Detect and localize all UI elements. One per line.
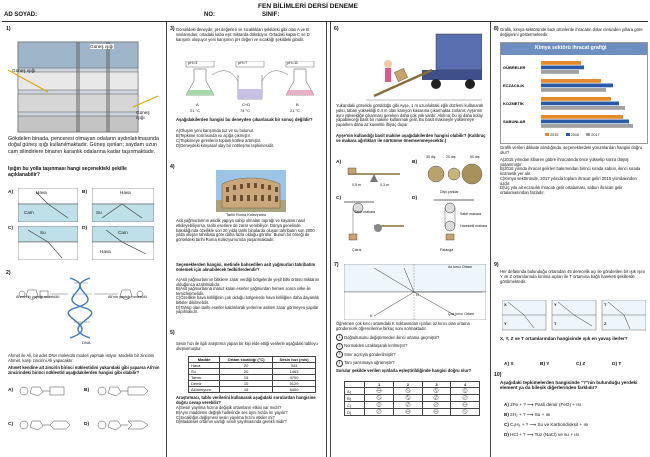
q2-text: Ahmet ile Ali, bir adet DNA molekülü modeli yapmak istiyor. Modelin bir zincirini Ahmet, karşı zincirini Ali yapacaktır. [8,353,155,363]
q3-answer-c[interactable]: C)Tepkimeye girenlerin toplam kütlesi artmıştır. [176,137,262,143]
q5-table-cell: 20 [220,363,273,369]
q8-category-label: GÜBRELER [503,65,526,70]
q2-option-b[interactable]: B) [84,388,90,393]
q1-a-cam: Cam [24,210,34,215]
q3-temp-mix: 74 °C [240,108,251,113]
q5-table-cell: 6400 [273,387,316,393]
q3-ph-mix: pH=7 [238,61,248,65]
q7-item-1-text: Doğrultusunu değiştirmeden ikinci ortama geçmiştir? [344,335,440,340]
q10-eq-c: C₆H₆ + ? ⟶ Su ve Karbondioksit + ısı [510,422,589,427]
q1-option-c-diagram [18,226,78,260]
q7-ray-icon [394,388,423,395]
q5-answer-d[interactable]: D)Maddesel ortamın varlığı sesin yayılmasında gerekli midir? [176,419,287,425]
q7-ray-icon [365,395,394,402]
q7-o-label: O [416,293,419,297]
q5-table-cell: Hava [189,363,220,369]
q7-item-1 [336,334,486,342]
q7-item-3-number: 3 [336,351,343,358]
q8-text: Grafik, kimya sektöründe bazı ürünlerde ihracatın dolar cinsinden yıllara göre değişimini göstermektedir. [500,27,643,37]
q3-answer-a[interactable]: A)Oluşan yeni karışımda tuz ve su bulunur. [176,128,255,133]
q5-table-cell: 1463 [273,369,316,375]
q6-m2-label: 0,3 m [380,183,389,187]
q5-col-speed: Sesin hızı (m/s) [273,357,316,363]
q7-row-label: B) [345,395,365,402]
q7-ray-icon [451,409,480,416]
q8-answer-a[interactable]: A)2015 yılından itibaren gübre ihracatında önce yükselip sonra düşüş yaşanmıştır. [500,157,629,167]
q5-table-cell: 5129 [273,381,316,387]
q6-gears-label: Dişli çarklar [440,190,459,194]
class-label: SINIF: [262,12,280,18]
q3-answers [176,129,322,149]
q10-eq-a: 2Fe + ? ⟶ Pasli demir (FeO) + ısı [510,402,582,407]
q5-table-cell: 343 [273,363,316,369]
q7-number: 7) [334,262,339,268]
q8-bar-2017 [541,124,633,128]
q2-option-c[interactable]: C) [8,422,14,427]
q6-m1-label: 0,5 m [352,183,361,187]
q9-box3-top: T [604,302,607,307]
q1-option-b[interactable]: B) [82,190,88,195]
q9-option-c[interactable]: C) Z [576,362,586,367]
q7-table-row[interactable] [345,409,480,416]
q1-number: 1) [6,26,11,32]
number-label: NO: [204,12,215,18]
q7-row-label: A) [345,388,365,395]
q10-option-b-letter: B) [504,412,509,417]
column-divider [330,22,331,457]
q6-number: 6) [334,26,339,32]
q4-answer-c[interactable]: C)Özellikle hava kirliliğinin çok olduğu bölgelerde hava kirliliğine daha dayanıklı bitkiler dikilmelidir. [176,295,320,305]
q6-option-c[interactable]: C) [336,196,342,201]
q1-question: Işığın bu yolla taşınması hangi seçenekteki şekille açıklanabilir? [8,166,127,178]
q10-option-d-letter: D) [504,432,509,437]
q5-answer-b[interactable]: B)Aynı maddenin değişik hallerinde ses aynı hızda mı yayılır? [176,409,288,415]
q9-question: X, Y, Z ve T ortamlarından hangisinde ışık en yavaş ilerler? [500,336,628,341]
q5-question: Araştırmacı, tablo verilerini kullanarak aşağıdaki sorulardan hangisine doğru cevap verebilir? [176,395,316,405]
q4-number: 4) [170,164,175,170]
q10-question: Aşağıdaki tepkimelerden hangisinde "?"nin bulunduğu yerdeki element ya da bileşik diğerlerinden farklıdır? [500,380,638,391]
q6-block-tackle-label: Palanga [440,248,454,252]
q7-item-3 [336,351,486,359]
q7-k-label: K [370,314,373,318]
q8-bar-2015 [541,115,623,119]
q7-item-2 [336,342,486,350]
q3-beaker-b: B [296,102,299,107]
header-divider [2,21,648,22]
column-divider [490,22,491,457]
q2-option-d[interactable]: D) [84,422,90,427]
q5-answer-c[interactable]: C)Sıcaklığın değişmesi sesin yayılma hızını etkiler mi? [176,414,275,420]
q3-ph-b: pH=11 [287,61,299,65]
q2-number: 2) [6,270,11,276]
page-title: FEN BİLİMLERİ DERSİ DENEME [258,3,359,10]
q8-bar-2017 [541,70,579,74]
q4-question: Seçeneklerden hangisi, metinde bahsedilen asit yağmurları tahribatını önlemek için alınabilecek tedbirlerdendir? [176,262,316,272]
q7-more-refractive-label: Çok kırıcı Ortam [448,312,475,316]
q8-bar-2016 [541,120,629,124]
q6-gear-3: 50 diş [470,155,480,159]
q4-caption: Tarihi Roma Kolezyumu [226,213,267,217]
q7-ray-icon [451,395,480,402]
q1-option-c[interactable]: C) [8,226,14,231]
q7-ray-icon [365,388,394,395]
q7-table-row[interactable] [345,388,480,395]
q1-label-glass: Güneş ışığı [90,44,114,49]
q7-head-1: 1 [365,382,394,388]
q3-beaker-mix: C+D [242,102,251,107]
q5-table-cell: 15 [220,387,273,393]
q5-number: 5) [170,330,175,336]
q1-text: Gökdelen binada, penceresi olmayan odaların aydınlatılmasında doğal güneş ışığı kullanılmaktadır. Güneş ışınları; saydam uzun cam silindirlere binanın karanlık odalarına kadar taşınmaktadır. [8,136,160,155]
q1-label-sun-right: Güneş ışığı [136,110,150,121]
q4-answers [176,278,322,315]
q1-d-cam: Cam [118,230,128,235]
q2-nucleotide-d [96,418,156,432]
q6-question: Ayşe'nin kullandığı basit makine aşağıdakilerden hangisi olabilir? (Kaldıraç ve makara ağırlıkları ile sürtünme önemsenmeyecektir.) [336,133,486,143]
q9-option-d[interactable]: D) T [612,362,622,367]
q8-bar-2017 [541,88,606,92]
q9-option-b[interactable]: B) Y [540,362,550,367]
q2-left-label: Ahmet'in yaptığı molekülü [16,295,60,299]
q5-answer-a[interactable]: A)Sesin yayılma hızına değişik ortamların etkisi var mıdır? [176,405,282,410]
q7-head-3: 3 [422,382,451,388]
q8-legend-swatch-2017 [586,133,590,136]
q8-bar-2015 [541,61,581,65]
q5-table-row [189,387,316,393]
q7-item-1-number: 1 [336,334,343,341]
q5-table-cell: 10 [220,381,273,387]
q10-options [504,400,646,440]
q8-chart-title: Kimya sektörü ihracat grafiği [535,45,607,51]
q6-option-a[interactable]: A) [336,160,342,165]
q3-ph-a: pH=3 [188,61,198,65]
q1-option-a[interactable]: A) [8,190,14,195]
q10-option-c[interactable] [504,420,646,430]
q2-option-a[interactable]: A) [8,388,14,393]
q6-fixed-pulley-label: Sabit makara [354,210,376,214]
q8-legend-swatch-2015 [545,133,549,136]
q9-refraction-boxes [502,300,646,332]
q1-label-sun-left: Güneş ışığı [12,68,36,73]
q1-b-su: Su [96,210,102,215]
q10-eq-d: HCl + ? ⟶ Tuz (NaCl) ve su + ısı [510,432,580,437]
q6-option-b[interactable]: B) [412,160,418,165]
name-label: AD SOYAD: [4,12,38,18]
column-divider [166,22,167,457]
q7-ray-icon [451,402,480,409]
q2-question: Ahmet kendine ait zincirin birinci nükleotidini yukarıdaki gibi yaparsa Ali'nin zincirindeki birinci nükleotid aşağıdakilerden hangisi gibi olabilir? [8,365,160,375]
q3-question: Aşağıdakilerden hangisi bu deneyden çıkarılacak bir sonuç değildir? [176,117,313,122]
q8-bar-2016 [541,102,619,106]
q1-b-hava: Hava [120,190,131,195]
q4-answer-d[interactable]: D)Tahrip olan tarihi eserler kaldırılarak yerlerine asitten zarar görmeyen yapılar yapılmalıdır. [176,304,319,315]
q5-table-cell: Alüminyum [189,387,220,393]
q8-bar-2016 [541,84,613,88]
q10-option-d[interactable] [504,430,646,440]
q8-bar-2015 [541,97,611,101]
q7-ray-icon [394,402,423,409]
q7-question: Sorular şekilde verilen ışınlarla eşleştirildiğinde hangisi doğru olur? [336,368,472,373]
q9-text: Her defasında bulunduğu ortamdan 45 derecelik açı ile gönderilen bir ışık ışını Y ve Z ortamlarında kırılma açıları ile T ortamına bağlı hareketi şekillerde görülmektedir. [500,269,646,284]
q8-answer-d[interactable]: D)Üç yıla ait eczacılık ihracatı gelir ortalaması, sabun ihracatı gelir ortalamasından fazladır. [500,185,623,195]
q3-temp-b: 21 °C [290,108,301,113]
q7-ray-icon [365,402,394,409]
q1-option-a-diagram [18,188,78,222]
q3-beaker-a: A [196,102,199,107]
q7-text: Öğretmen çok kırıcı ortamdaki K noktasından ışınları az kırıcı olan ortama gönderecek öğrencilerine birkaç soru sormaktadır. [336,321,470,331]
q8-legend-2016: 2016 [570,133,580,137]
q2-nucleotide-c [18,418,78,432]
q7-head-2: 2 [394,382,423,388]
q10-option-a[interactable] [504,400,646,410]
q7-ray-icon [422,402,451,409]
q6-movable-label-d: Hareketli makara [460,224,488,228]
q8-bar-2017 [541,106,625,110]
q3-number: 3) [170,26,175,32]
q6-pulley-diagram [344,198,408,250]
q7-table-row[interactable] [345,402,480,409]
q3-answer-b[interactable]: B)Tepkime sonrasında ısı açığa çıkmıştır. [176,132,251,138]
q5-table-cell: Demir [189,381,220,387]
q6-gears-diagram [426,160,486,190]
q6-option-d[interactable]: D) [412,196,418,201]
q8-chart-svg [501,57,647,131]
q2-nucleotide-b [96,384,156,398]
q5-table-cell: Tahta [189,375,220,381]
q7-ray-icon [365,409,394,416]
q10-option-c-letter: C) [504,422,509,427]
q6-crank-label: Çıkrık [352,248,362,252]
q7-item-4 [336,359,486,367]
q9-box3-bottom: Z [604,321,607,326]
q7-item-2-number: 2 [336,343,343,350]
q9-box1-top: X [504,302,507,307]
q7-ray-icon [394,395,423,402]
q1-d-hava: Hava [100,249,111,254]
q7-ray-icon [422,409,451,416]
q3-temp-a: 21 °C [190,108,201,113]
column-divider [326,22,327,457]
q6-gear-2: 20 diş [446,155,456,159]
q7-item-4-number: 4 [336,360,343,367]
q9-box2-bottom: T [554,321,557,326]
q8-answer-c[interactable]: C)Kimya sektöründe, 2017 yılında toplam ihracat geliri 2015 yılındakinden azdır. [500,175,637,186]
q8-category-label: KOZMETİK [503,101,524,106]
q6-truck-ramp-illustration [366,30,482,104]
q4-text: Asit yağmurlarının asidik yapıya sahip olmaları toprağı ve kayaları nasıl etkileyebiliyorsa, tarihi eserlere de zarar verebiliyor. Dünya genelinde bakıldığında özellikle son 20 yılda tarihi binalarda oluşan tahribatın son 2000 yılda oluşan tahribata göre daha fazla olduğu görülür. Bunun bir örneği de görseldeki tarihi Roma Kolezyumu'nda yaşanmaktadır. [176,218,315,243]
q1-a-hava: Hava [36,190,47,195]
q5-table-cell: Su [189,369,220,375]
q5-col-madde: Madde [189,357,220,363]
q4-answer-b[interactable]: B)Asit yağmurlarına maruz kalan eserler yağmurdan hemen sonra sirke ile temizlenmelidir. [176,286,311,296]
q7-item-4-text: Tam yansımaya uğramıştır? [344,360,395,366]
q2-dna-illustration [10,276,160,346]
q5-sound-speed-table [188,356,316,393]
q9-number: 9) [494,262,499,268]
q8-bar-2015 [541,79,601,83]
q4-answer-a[interactable]: A)Asit yağmurlarının bitkilere zarar verdiği bölgelerde yeşil bitki örtüsü miktarını olduğunca azaltılmalıdır. [176,277,320,287]
q1-c-su: Su [40,230,46,235]
q9-box2-top: Y [554,302,557,307]
q10-option-a-letter: A) [504,402,509,407]
q7-head-4: 4 [451,382,480,388]
q8-bar-2016 [541,66,584,70]
q3-text: Görseldeki deneyde; pH değerleri ve sıcaklıkları şekildeki gibi olan A ve B sıvılarından, ortadaki kaba eşit miktarda dökülüyor. Ortadaki kapta C ve D karışımı oluşuyor yeni karışımın pH değeri ve sıcaklığı şekildeki gibidir. [176,27,310,42]
q8-legend-2015: 2015 [550,133,559,137]
q5-col-temp: Ortam sıcaklığı (°C) [220,357,273,363]
q6-gear-1: 30 diş [426,155,436,159]
q7-ray-icon [394,409,423,416]
q7-answer-table [344,381,480,416]
q4-colosseum-photo [216,170,286,212]
q6-fixed-label-d: Sabit makara [460,212,482,216]
q5-table-cell: 20 [220,369,273,375]
q7-item-3-text: Sınır açısıyla gönderilmiştir? [344,351,396,357]
q7-table-row[interactable] [345,395,480,402]
q7-row-label: C) [345,402,365,409]
q7-items [336,334,486,368]
q8-text2: Grafik verileri dikkate alındığında, seçeneklerdeki yorumlardan hangisi doğru olur? [500,145,642,155]
q9-option-a[interactable]: A) X [504,362,514,367]
q7-item-2-text: Normalden uzaklaşarak kırılmıştır? [344,343,408,349]
q8-category-label: ECZACILIK [503,83,525,88]
q2-nucleotide-a [18,384,78,398]
q7-less-refractive-label: Az kırıcı Ortam [448,265,472,269]
q2-dna-label: DNA [82,340,91,345]
q1-option-d[interactable]: D) [82,226,88,231]
q5-text: Sesin hızı ile ilgili araştırma yapan bir kişi elde ettiği verilerle aşağıdaki tabloyu oluşturmuştur. [176,341,318,351]
q8-chart [500,42,648,144]
q7-ray-icon [451,388,480,395]
q8-legend-2017: 2017 [591,133,600,137]
q8-answer-b[interactable]: B)2016 yılında ihracat gelirleri bakımından birinci sırada sabun, ikinci sırada kozmetik yer alır. [500,166,641,177]
q7-row-label: D) [345,409,365,416]
q8-legend [545,133,600,138]
q10-number: 10) [494,372,502,378]
q8-category-label: SABUNLAR [503,119,526,124]
q5-table-cell: 4700 [273,375,316,381]
q7-ray-icon [422,388,451,395]
q8-number: 8) [494,26,499,32]
q8-answers [500,158,646,196]
q7-ray-icon [422,395,451,402]
q5-table-cell: 15 [220,375,273,381]
q10-eq-b: 2H₂ + ? ⟶ Su + ısı [510,412,551,417]
q3-answer-d[interactable]: D)Deneydeki kimyasal olay bir nötrleşme tepkimesidir. [176,142,275,148]
q10-option-b[interactable] [504,410,646,420]
q6-text: Yukarıdaki görselde görüldüğü gibi Ayşe, 1 m uzunluktaki eğik düzlemi kullanarak yükü, taban yüksekliği 0,4 m olan kamyon kasasına çıkarmakta zorlanır. Ayşe'nin aynı yüksekliğe çıkarması gereken daha çok yük vardır. Akılına; bu işi daha kolay yapabileceği basit bir makine kullanmak gelir. Bu basit makineyle yüklemeye yaparken daha az kuvvetle iftiyaç duyar. [336,103,484,128]
q2-right-label: Ali'nin yaptığı molekülü [108,295,147,299]
q9-box1-bottom: Y [504,321,507,326]
q8-legend-swatch-2016 [566,133,570,136]
q5-answers [176,406,322,425]
